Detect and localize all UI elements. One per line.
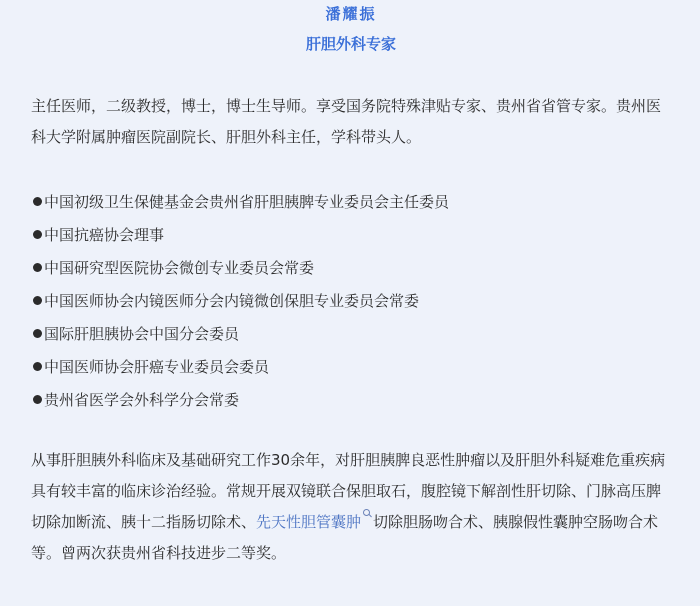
- list-item: [31, 318, 671, 351]
- expert-title: 肝胆外科专家: [305, 35, 396, 53]
- list-item-text: 中国医师协会内镜医师分会内镜微创保胆专业委员会常委: [44, 292, 420, 310]
- experience-text-end: 切除胆肠吻合术、胰腺假性囊肿空肠吻合术等。曾两次获贵州省科技进步二等奖。: [31, 513, 659, 562]
- expert-name: 潘耀振: [325, 5, 377, 23]
- list-item-text: 中国研究型医院协会微创专业委员会常委: [44, 259, 315, 277]
- experience-paragraph: [31, 445, 671, 569]
- list-item: [31, 219, 671, 252]
- list-item: [31, 384, 671, 417]
- experience-text-start: 从事肝胆胰外科临床及基础研究工作30余年，对肝胆胰脾良恶性肿瘤以及肝胆外科疑难危重疾病具有较丰富的临床诊治经验。常规开展双镜联合保胆取石，腹腔镜下解剖性肝切除、门脉高压脾切除加断流、胰十二指肠切除术、: [31, 451, 666, 531]
- bullet-icon: [33, 197, 42, 206]
- list-item-text: 贵州省医学会外科学分会常委: [44, 391, 240, 409]
- search-icon[interactable]: [362, 509, 372, 519]
- intro-paragraph: 主任医师，二级教授，博士，博士生导师。享受国务院特殊津贴专家、贵州省省管专家。贵州医科大学附属肿瘤医院副院长、肝胆外科主任，学科带头人。: [31, 97, 662, 146]
- search-term-link[interactable]: 先天性胆管囊肿: [256, 513, 362, 531]
- bullet-icon: [33, 329, 42, 338]
- positions-list: [31, 186, 671, 417]
- list-item: [31, 285, 671, 318]
- bullet-icon: [33, 395, 42, 404]
- list-item-text: 中国初级卫生保健基金会贵州省肝胆胰脾专业委员会主任委员: [44, 193, 450, 211]
- list-item: [31, 252, 671, 285]
- list-item: [31, 351, 671, 384]
- list-item-text: 中国医师协会肝癌专业委员会委员: [44, 358, 270, 376]
- list-item: [31, 186, 671, 219]
- list-item-text: 中国抗癌协会理事: [44, 226, 165, 244]
- bullet-icon: [33, 296, 42, 305]
- bullet-icon: [33, 362, 42, 371]
- bullet-icon: [33, 263, 42, 272]
- list-item-text: 国际肝胆胰协会中国分会委员: [44, 325, 240, 343]
- bullet-icon: [33, 230, 42, 239]
